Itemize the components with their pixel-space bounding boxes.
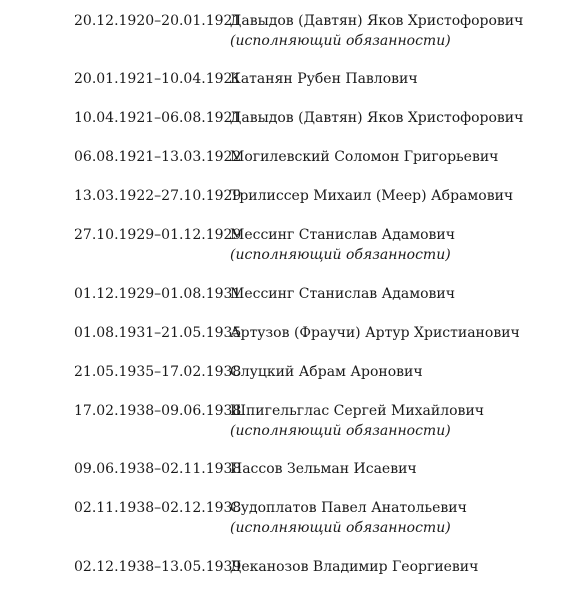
entry-period: 27.10.1929–01.12.1929 bbox=[74, 227, 242, 243]
entry-period: 01.12.1929–01.08.1931 bbox=[74, 286, 242, 302]
entry-name: Слуцкий Абрам Аронович bbox=[230, 364, 423, 380]
entry-note: (исполняющий обязанности) bbox=[230, 247, 451, 263]
entry-period: 17.02.1938–09.06.1938 bbox=[74, 403, 242, 419]
entry-period: 20.01.1921–10.04.1921 bbox=[74, 71, 242, 87]
entry-note: (исполняющий обязанности) bbox=[230, 423, 451, 439]
entry-name: Давыдов (Давтян) Яков Христофорович bbox=[230, 110, 524, 126]
entry-period: 02.11.1938–02.12.1938 bbox=[74, 500, 242, 516]
entry-period: 01.08.1931–21.05.1935 bbox=[74, 325, 242, 341]
entry-period: 06.08.1921–13.03.1922 bbox=[74, 149, 242, 165]
entry-name: Катанян Рубен Павлович bbox=[230, 71, 418, 87]
entry-name: Пассов Зельман Исаевич bbox=[230, 461, 417, 477]
entry-name: Мессинг Станислав Адамович bbox=[230, 227, 455, 243]
entry-name: Мессинг Станислав Адамович bbox=[230, 286, 455, 302]
entry-name: Артузов (Фраучи) Артур Христианович bbox=[230, 325, 520, 341]
entry-name: Трилиссер Михаил (Меер) Абрамович bbox=[230, 188, 514, 204]
entry-note: (исполняющий обязанности) bbox=[230, 33, 451, 49]
entry-note: (исполняющий обязанности) bbox=[230, 520, 451, 536]
entry-period: 13.03.1922–27.10.1929 bbox=[74, 188, 242, 204]
entry-name: Могилевский Соломон Григорьевич bbox=[230, 149, 499, 165]
entry-name: Шпигельглас Сергей Михайлович bbox=[230, 403, 485, 419]
entry-name: Судоплатов Павел Анатольевич bbox=[230, 500, 467, 516]
entry-period: 21.05.1935–17.02.1938 bbox=[74, 364, 242, 380]
entry-name: Деканозов Владимир Георгиевич bbox=[230, 559, 479, 575]
entry-period: 10.04.1921–06.08.1921 bbox=[74, 110, 242, 126]
entry-period: 02.12.1938–13.05.1939 bbox=[74, 559, 242, 575]
entry-period: 09.06.1938–02.11.1938 bbox=[74, 461, 242, 477]
entry-period: 20.12.1920–20.01.1921 bbox=[74, 13, 242, 29]
entry-name: Давыдов (Давтян) Яков Христофорович bbox=[230, 13, 524, 29]
